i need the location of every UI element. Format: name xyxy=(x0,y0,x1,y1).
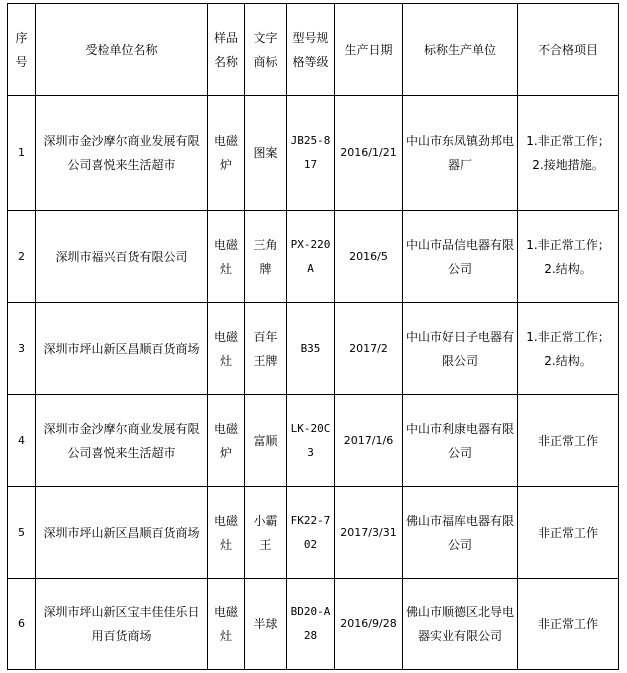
cell-defect: 1.非正常工作；2.结构。 xyxy=(518,211,619,303)
cell-model: PX-220A xyxy=(287,211,335,303)
cell-model: JB25-817 xyxy=(287,96,335,211)
header-maker: 标称生产单位 xyxy=(403,4,518,96)
cell-sample: 电磁灶 xyxy=(208,211,245,303)
table-row xyxy=(8,395,619,487)
cell-maker: 中山市品信电器有限公司 xyxy=(403,211,518,303)
cell-maker: 佛山市顺德区北导电器实业有限公司 xyxy=(403,579,518,670)
inspection-results-table xyxy=(7,3,619,670)
cell-defect: 非正常工作 xyxy=(518,579,619,670)
cell-maker: 佛山市福库电器有限公司 xyxy=(403,487,518,579)
cell-defect: 非正常工作 xyxy=(518,487,619,579)
cell-brand: 半球 xyxy=(245,579,287,670)
cell-model: B35 xyxy=(287,303,335,395)
cell-model: LK-20C3 xyxy=(287,395,335,487)
cell-defect: 1.非正常工作；2.结构。 xyxy=(518,303,619,395)
table-row xyxy=(8,211,619,303)
table-row xyxy=(8,579,619,670)
cell-date: 2016/1/21 xyxy=(335,96,403,211)
cell-maker: 中山市东凤镇劲邦电器厂 xyxy=(403,96,518,211)
cell-sample: 电磁灶 xyxy=(208,487,245,579)
cell-no: 6 xyxy=(8,579,36,670)
cell-no: 2 xyxy=(8,211,36,303)
cell-brand: 富顺 xyxy=(245,395,287,487)
cell-no: 5 xyxy=(8,487,36,579)
cell-date: 2017/3/31 xyxy=(335,487,403,579)
cell-sample: 电磁炉 xyxy=(208,96,245,211)
header-date: 生产日期 xyxy=(335,4,403,96)
header-unit: 受检单位名称 xyxy=(36,4,208,96)
cell-model: BD20-A28 xyxy=(287,579,335,670)
header-brand: 文字商标 xyxy=(245,4,287,96)
cell-no: 3 xyxy=(8,303,36,395)
cell-brand: 百年王牌 xyxy=(245,303,287,395)
table-header-row xyxy=(8,4,619,96)
cell-no: 4 xyxy=(8,395,36,487)
cell-date: 2017/1/6 xyxy=(335,395,403,487)
cell-unit: 深圳市福兴百货有限公司 xyxy=(36,211,208,303)
table-row xyxy=(8,303,619,395)
cell-brand: 图案 xyxy=(245,96,287,211)
cell-unit: 深圳市金沙摩尔商业发展有限公司喜悦来生活超市 xyxy=(36,96,208,211)
cell-unit: 深圳市坪山新区昌顺百货商场 xyxy=(36,487,208,579)
cell-brand: 三角牌 xyxy=(245,211,287,303)
header-no: 序号 xyxy=(8,4,36,96)
cell-maker: 中山市利康电器有限公司 xyxy=(403,395,518,487)
cell-brand: 小霸王 xyxy=(245,487,287,579)
cell-unit: 深圳市坪山新区昌顺百货商场 xyxy=(36,303,208,395)
cell-sample: 电磁灶 xyxy=(208,303,245,395)
cell-model: FK22-702 xyxy=(287,487,335,579)
cell-date: 2017/2 xyxy=(335,303,403,395)
cell-date: 2016/5 xyxy=(335,211,403,303)
header-defect: 不合格项目 xyxy=(518,4,619,96)
cell-no: 1 xyxy=(8,96,36,211)
cell-defect: 非正常工作 xyxy=(518,395,619,487)
cell-date: 2016/9/28 xyxy=(335,579,403,670)
cell-sample: 电磁炉 xyxy=(208,395,245,487)
cell-sample: 电磁灶 xyxy=(208,579,245,670)
header-sample: 样品名称 xyxy=(208,4,245,96)
cell-defect: 1.非正常工作；2.接地措施。 xyxy=(518,96,619,211)
header-model: 型号规格等级 xyxy=(287,4,335,96)
table-row xyxy=(8,487,619,579)
cell-maker: 中山市好日子电器有限公司 xyxy=(403,303,518,395)
cell-unit: 深圳市坪山新区宝丰佳佳乐日用百货商场 xyxy=(36,579,208,670)
table-row xyxy=(8,96,619,211)
cell-unit: 深圳市金沙摩尔商业发展有限公司喜悦来生活超市 xyxy=(36,395,208,487)
